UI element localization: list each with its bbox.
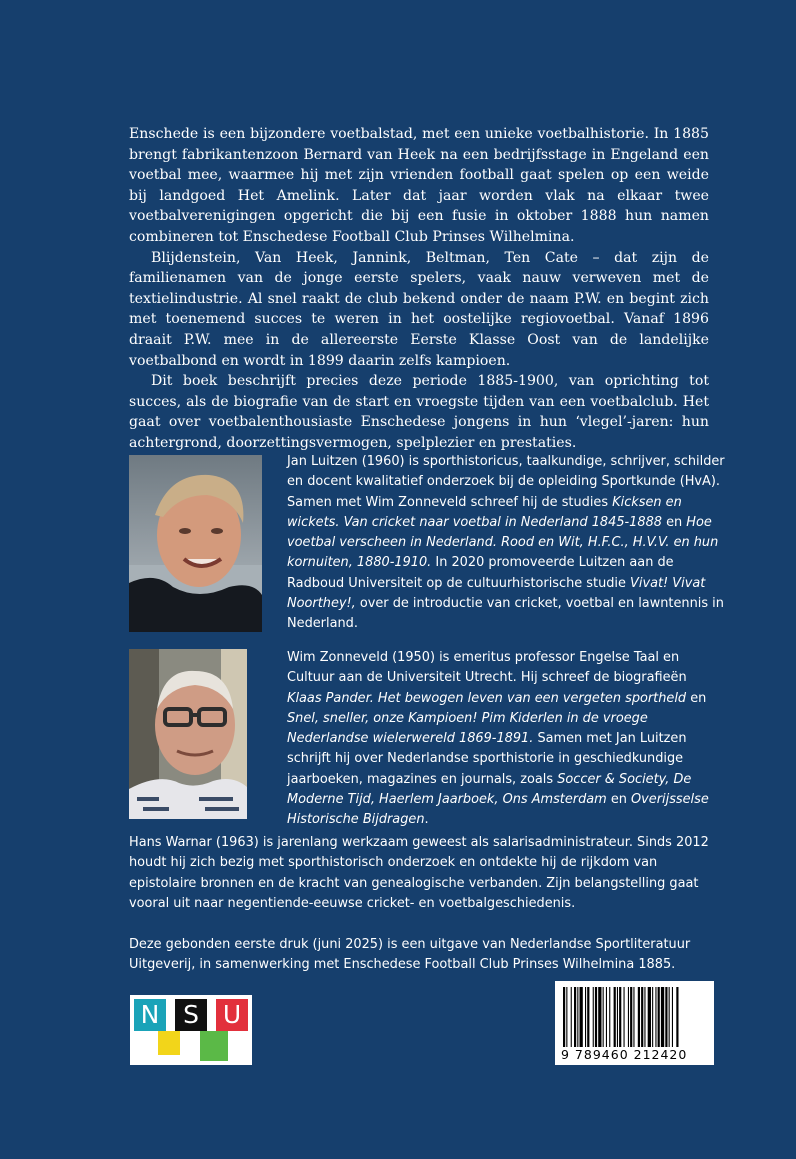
barcode-bar bbox=[661, 987, 664, 1047]
barcode-bar bbox=[672, 987, 673, 1047]
bio-luitzen-text-4: over de introductie van cricket, voetbal en lawntennis in Nederland. bbox=[287, 596, 724, 632]
bio-warnar-text: Hans Warnar (1963) is jarenlang werkzaam geweest als salarisadministrateur. Sinds 2012 houdt hij zich bezig met sporthistorisch onderzoek en ontdekte hij de rijkdom van epistolaire bronnen en de kracht van genealogische verbanden. Zijn belangstelling gaat vooral uit naar negentiende-eeuwse cricket- en voetbalgeschiedenis. bbox=[129, 835, 709, 911]
barcode-bar bbox=[638, 987, 640, 1047]
bio-luitzen-title-1: Kicksen en wickets. Van cricket naar voetbal in Nederland 1845-1888 bbox=[287, 494, 682, 530]
bio-zonneveld-journal-last: Overijsselse Historische Bijdragen bbox=[287, 792, 709, 828]
barcode-bar bbox=[644, 987, 645, 1047]
barcode-bar bbox=[630, 987, 632, 1047]
barcode-bar bbox=[617, 987, 618, 1047]
barcode-bar bbox=[676, 987, 678, 1047]
barcode-bar bbox=[619, 987, 621, 1047]
bio-luitzen-text-1: Jan Luitzen (1960) is sporthistoricus, taalkundige, schrijver, schilder en docent kwalitatief onderzoek bij de opleiding Sportkunde (HvA). Samen met Wim Zonneveld schreef hij de studies bbox=[287, 454, 725, 510]
barcode-bar bbox=[665, 987, 667, 1047]
bio-luitzen bbox=[287, 452, 725, 635]
barcode-bar bbox=[577, 987, 578, 1047]
barcode-bar bbox=[633, 987, 634, 1047]
bio-zonneveld-journals: Soccer & Society, De Moderne Tijd, Haerlem Jaarboek, Ons Amsterdam bbox=[287, 771, 692, 808]
imprint bbox=[129, 935, 719, 976]
barcode-bar bbox=[628, 987, 629, 1047]
intro-text bbox=[129, 124, 709, 454]
barcode-bar bbox=[571, 987, 572, 1047]
barcode-bar bbox=[652, 987, 653, 1047]
barcode-bar bbox=[609, 987, 610, 1047]
logo-green-block bbox=[200, 1031, 228, 1061]
barcode-bar bbox=[593, 987, 594, 1047]
barcode-bar bbox=[606, 987, 607, 1047]
barcode-bar bbox=[566, 987, 567, 1047]
imprint-text: Deze gebonden eerste druk (juni 2025) is een uitgave van Nederlandse Sportliteratuur Uitgeverij, in samenwerking met Enschedese Football Club Prinses Wilhelmina 1885. bbox=[129, 937, 691, 973]
bio-luitzen-text-3: In 2020 promoveerde Luitzen aan de Radboud Universiteit op de cultuurhistorische studie bbox=[287, 555, 674, 591]
logo-yellow-block bbox=[158, 1031, 180, 1055]
barcode-bar bbox=[655, 987, 656, 1047]
barcode-bar bbox=[624, 987, 625, 1047]
barcode-bar bbox=[587, 987, 589, 1047]
barcode-bar bbox=[614, 987, 616, 1047]
barcode-bar bbox=[603, 987, 604, 1047]
logo-letter-n: N bbox=[134, 999, 166, 1031]
barcode-bar bbox=[669, 987, 670, 1047]
bio-zonneveld bbox=[287, 648, 725, 831]
bio-zonneveld-text-4: en bbox=[606, 792, 632, 808]
author-photo-luitzen bbox=[129, 455, 262, 632]
bio-zonneveld-title-2: Snel, sneller, onze Kampioen! Pim Kiderlen in de vroege Nederlandse wielerwereld 1869-1891. bbox=[287, 710, 648, 747]
barcode-bar bbox=[585, 987, 586, 1047]
author-photo-zonneveld bbox=[129, 649, 247, 819]
barcode-bar bbox=[658, 987, 660, 1047]
bio-luitzen-text-2: en bbox=[662, 514, 687, 530]
barcode-bar bbox=[641, 987, 643, 1047]
bio-zonneveld-text-5: . bbox=[424, 812, 429, 828]
bio-zonneveld-title-1: Klaas Pander. Het bewogen leven van een vergeten sportheld bbox=[287, 690, 687, 706]
publisher-logo bbox=[130, 995, 252, 1065]
barcode-bar bbox=[595, 987, 597, 1047]
isbn-digits: 9 789460 212420 bbox=[561, 1047, 688, 1062]
barcode-bar bbox=[563, 987, 565, 1047]
intro-paragraph-1: Enschede is een bijzondere voetbalstad, met een unieke voetbalhistorie. In 1885 brengt fabrikantenzoon Bernard van Heek na een bedrijfsstage in Engeland een voetbal mee, waarmee hij met zijn vrienden football gaat spelen op een weide bij landgoed Het Amelink. Later dat jaar worden vlak na elkaar twee voetbalverenigingen opgericht die bij een fusie in oktober 1888 hun namen combineren tot Enschedese Football Club Prinses Wilhelmina. bbox=[129, 126, 709, 245]
bio-luitzen-title-3: Vivat! Vivat Noorthey!, bbox=[287, 575, 706, 612]
barcode-bar bbox=[648, 987, 651, 1047]
logo-letter-s: S bbox=[175, 999, 207, 1031]
bio-warnar bbox=[129, 833, 719, 914]
intro-paragraph-3: Dit boek beschrijft precies deze periode 1885-1900, van oprichting tot succes, als de biografie van de start en vroegste tijden van een voetbalclub. Het gaat over voetbalenthousiaste Enschedese jongens in hun ‘vlegel’-jaren: hun achtergrond, doorzettingsvermogen, spelplezier en prestaties. bbox=[129, 373, 709, 451]
bio-luitzen-title-2: Hoe voetbal verscheen in Nederland. Rood en Wit, H.F.C., H.V.V. en hun kornuiten, 1880-1910. bbox=[287, 514, 719, 571]
logo-letter-u: U bbox=[216, 999, 248, 1031]
bio-zonneveld-text-3: Samen met Jan Luitzen schrijft hij over Nederlandse sporthistorie in geschiedkundige jaarboeken, magazines en journals, zoals bbox=[287, 731, 687, 787]
intro-paragraph-2: Blijdenstein, Van Heek, Jannink, Beltman, Ten Cate – dat zijn de familienamen van de jonge eerste spelers, vaak nauw verweven met de textielindustrie. Al snel raakt de club bekend onder de naam P.W. en begint zich met toenemend succes te weren in het oostelijke regiovoetbal. Vanaf 1896 draait P.W. mee in de allereerste Eerste Klasse Oost van de landelijke voetbalbond en wordt in 1899 daarin zelfs kampioen. bbox=[129, 249, 709, 369]
barcode-bar bbox=[580, 987, 583, 1047]
isbn-barcode bbox=[555, 981, 714, 1065]
barcode-bar bbox=[574, 987, 576, 1047]
barcode-bar bbox=[598, 987, 601, 1047]
bio-zonneveld-text-2: en bbox=[686, 690, 707, 706]
bio-zonneveld-text-1: Wim Zonneveld (1950) is emeritus professor Engelse Taal en Cultuur aan de Universiteit Utrecht. Hij schreef de biografieën bbox=[287, 650, 687, 686]
